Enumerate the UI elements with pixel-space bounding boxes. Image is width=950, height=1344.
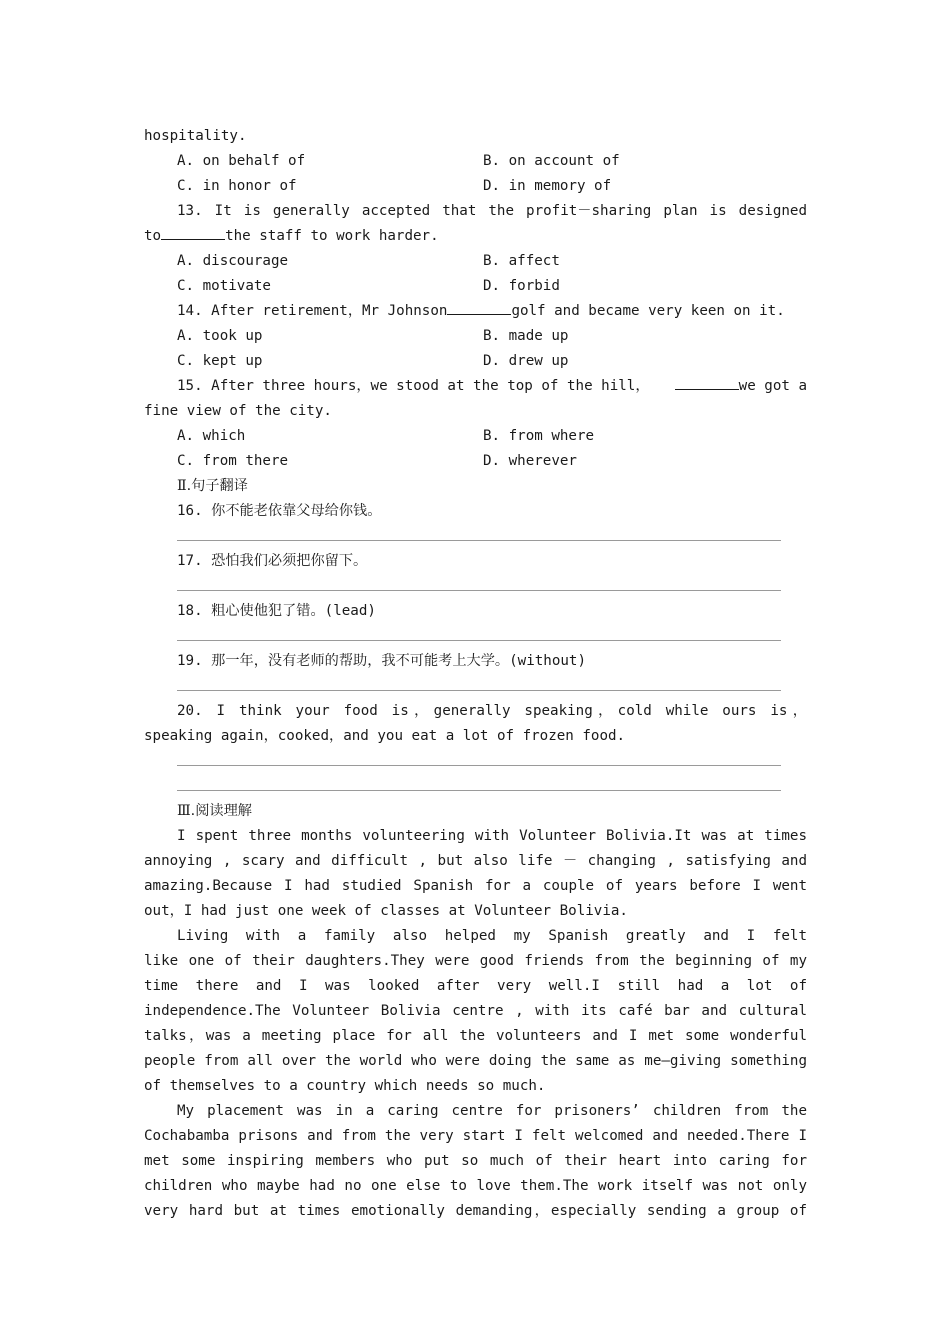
q17-prompt: 17. 恐怕我们必须把你留下。 [177, 553, 368, 569]
q13-stem-pre: to [144, 228, 162, 244]
passage-line: independence.The Volunteer Bolivia centre , with its café bar and cultural [144, 1003, 807, 1019]
q14-options-row-1 [144, 324, 807, 349]
q14-option-d: D. drew up [483, 353, 569, 369]
q13-stem-post: the staff to work harder. [225, 228, 439, 244]
q14-stem [144, 299, 807, 324]
q15-stem-tail [675, 374, 807, 399]
q12-option-b: B. on account of [483, 153, 620, 169]
q12-option-c: C. in honor of [177, 178, 297, 194]
passage-line: met some inspiring members who put so much of their heart into caring for [144, 1153, 807, 1169]
q18-prompt: 18. 粗心使他犯了错。(lead) [177, 603, 376, 619]
q15-answer-blank [675, 375, 739, 390]
q15-stem-line-1 [144, 374, 807, 399]
q15-option-c: C. from there [177, 453, 289, 469]
passage-line: Living with a family also helped my Spanish greatly and I felt [177, 928, 807, 944]
q13-option-c: C. motivate [177, 278, 271, 294]
passage-line: very hard but at times emotionally demanding，especially sending a group of [144, 1203, 807, 1219]
q15-options-row-2 [144, 449, 807, 474]
q16-answer-line[interactable] [177, 524, 781, 549]
q14-option-c: C. kept up [177, 353, 263, 369]
q12-option-d: D. in memory of [483, 178, 612, 194]
q13-stem-line-2 [144, 224, 807, 249]
q15-stem-line-2: fine view of the city. [144, 403, 332, 419]
q12-option-a: A. on behalf of [177, 153, 306, 169]
q20-prompt-line-1: 20. I think your food is，generally speaking，cold while ours is， [177, 703, 807, 719]
passage-line: out，I had just one week of classes at Volunteer Bolivia. [144, 903, 628, 919]
q13-stem-line-1: 13. It is generally accepted that the profit－sharing plan is designed [177, 203, 807, 219]
q17-answer-line[interactable] [177, 574, 781, 599]
section-2-title: Ⅱ.句子翻译 [177, 478, 248, 494]
q15-options-row-1 [144, 424, 807, 449]
q19-prompt: 19. 那一年，没有老师的帮助，我不可能考上大学。(without) [177, 653, 586, 669]
passage-paragraph-2 [144, 924, 807, 1099]
q15-stem-post: we got a [738, 378, 807, 394]
q13-option-b: B. affect [483, 253, 560, 269]
q14-answer-blank [447, 300, 511, 315]
passage-line: Cochabamba prisons and from the very start I felt welcomed and needed.There I [144, 1128, 807, 1144]
q14-options-row-2 [144, 349, 807, 374]
passage-paragraph-1 [144, 824, 807, 924]
q15-stem-pre: 15. After three hours，we stood at the top of the hill， [177, 378, 650, 394]
passage-line: annoying , scary and difficult , but also life － changing , satisfying and [144, 853, 807, 869]
q14-stem-post: golf and became very keen on it. [511, 303, 785, 319]
q13-option-a: A. discourage [177, 253, 289, 269]
passage-line: like one of their daughters.They were good friends from the beginning of my [144, 953, 807, 969]
q19-answer-line[interactable] [177, 674, 781, 699]
q12-tail: hospitality. [144, 128, 247, 144]
passage-line: of themselves to a country which needs so much. [144, 1078, 546, 1094]
q12-options-row-2 [144, 174, 807, 199]
passage-line: I spent three months volunteering with Volunteer Bolivia.It was at times [177, 828, 807, 844]
passage-line: My placement was in a caring centre for prisoners’ children from the [177, 1103, 807, 1119]
exam-page [144, 124, 807, 1224]
q14-option-b: B. made up [483, 328, 569, 344]
q13-options-row-2 [144, 274, 807, 299]
q14-option-a: A. took up [177, 328, 263, 344]
q15-option-b: B. from where [483, 428, 595, 444]
passage-line: time there and I was looked after very well.I still had a lot of [144, 978, 807, 994]
section-3-title: Ⅲ.阅读理解 [177, 803, 252, 819]
q20-prompt-line-2: speaking again，cooked，and you eat a lot of frozen food. [144, 728, 626, 744]
q14-stem-pre: 14. After retirement，Mr Johnson [177, 303, 448, 319]
q13-answer-blank [161, 225, 225, 240]
q13-option-d: D. forbid [483, 278, 560, 294]
passage-line: amazing.Because I had studied Spanish for a couple of years before I went [144, 878, 807, 894]
q20-answer-line-2[interactable] [177, 774, 781, 799]
passage-paragraph-3 [144, 1099, 807, 1224]
q13-options-row-1 [144, 249, 807, 274]
passage-line: talks，was a meeting place for all the volunteers and I met some wonderful [144, 1028, 807, 1044]
q18-answer-line[interactable] [177, 624, 781, 649]
passage-line: people from all over the world who were doing the same as me—giving something [144, 1053, 807, 1069]
q15-option-d: D. wherever [483, 453, 577, 469]
q12-options-row-1 [144, 149, 807, 174]
q20-answer-line-1[interactable] [177, 749, 781, 774]
passage-line: children who maybe had no one else to love them.The work itself was not only [144, 1178, 807, 1194]
q15-option-a: A. which [177, 428, 246, 444]
q16-prompt: 16. 你不能老依靠父母给你钱。 [177, 503, 382, 519]
